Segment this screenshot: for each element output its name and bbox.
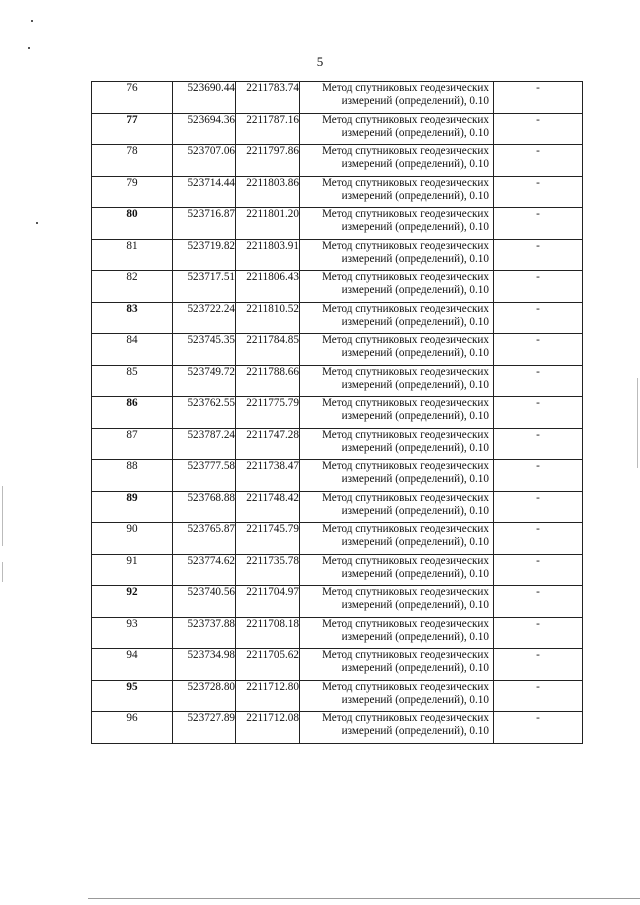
method-line-2: измерений (определений), 0.10: [341, 536, 489, 548]
method-line-1: Метод спутниковых геодезических: [321, 649, 489, 661]
method-cell: [300, 397, 494, 429]
point-number-cell: 90: [92, 523, 173, 555]
method-line-2: измерений (определений), 0.10: [341, 158, 489, 170]
point-number-cell: 85: [92, 365, 173, 397]
method-line-2: измерений (определений), 0.10: [341, 189, 489, 202]
point-number-cell: 82: [92, 271, 173, 303]
method-line-2: измерений (определений), 0.10: [341, 725, 489, 737]
dash-cell: -: [494, 460, 583, 492]
dash-cell: -: [494, 523, 583, 555]
table-row: [92, 302, 583, 334]
method-line-1: Метод спутниковых геодезических: [321, 208, 489, 220]
method-cell: [300, 586, 494, 618]
method-cell: [300, 365, 494, 397]
dash-cell: -: [494, 302, 583, 334]
dash-cell: -: [494, 271, 583, 303]
method-cell: [300, 271, 494, 303]
y-coordinate-cell: 2211738.47: [236, 460, 300, 492]
point-number-cell: 86: [92, 397, 173, 429]
method-line-2: измерений (определений), 0.10: [341, 221, 489, 233]
coordinates-table-body: [92, 82, 583, 744]
page-number: 5: [316, 54, 324, 69]
x-coordinate-cell: 523694.36: [173, 113, 236, 145]
y-coordinate-cell: 2211806.43: [236, 271, 300, 303]
y-coordinate-cell: 2211712.08: [236, 712, 300, 744]
x-coordinate-cell: 523707.06: [173, 145, 236, 177]
method-line-1: Метод спутниковых геодезических: [321, 271, 489, 283]
dash-cell: -: [494, 554, 583, 586]
table-row: [92, 82, 583, 114]
y-coordinate-cell: 2211788.66: [236, 365, 300, 397]
point-number-cell: 89: [92, 491, 173, 523]
x-coordinate-cell: 523717.51: [173, 271, 236, 303]
table-row: [92, 649, 583, 681]
method-cell: [300, 428, 494, 460]
table-row: [92, 176, 583, 208]
method-cell: [300, 113, 494, 145]
point-number-cell: 77: [92, 113, 173, 145]
method-line-2: измерений (определений), 0.10: [341, 473, 489, 485]
table-row: [92, 113, 583, 145]
method-line-1: Метод спутниковых геодезических: [321, 460, 489, 472]
point-number-cell: 96: [92, 712, 173, 744]
method-line-2: измерений (определений), 0.10: [341, 347, 489, 359]
point-number-cell: 92: [92, 586, 173, 618]
table-row: [92, 271, 583, 303]
scan-edge-line: [2, 562, 3, 582]
coordinates-table: [91, 81, 583, 744]
method-line-1: Метод спутниковых геодезических: [321, 397, 489, 409]
table-row: [92, 491, 583, 523]
table-row: [92, 712, 583, 744]
dash-cell: -: [494, 82, 583, 114]
point-number-cell: 93: [92, 617, 173, 649]
dash-cell: -: [494, 428, 583, 460]
method-line-2: измерений (определений), 0.10: [341, 378, 489, 391]
dash-cell: -: [494, 334, 583, 366]
method-line-2: измерений (определений), 0.10: [341, 252, 489, 265]
method-cell: [300, 82, 494, 114]
x-coordinate-cell: 523768.88: [173, 491, 236, 523]
method-line-1: Метод спутниковых геодезических: [321, 428, 489, 441]
y-coordinate-cell: 2211745.79: [236, 523, 300, 555]
x-coordinate-cell: 523740.56: [173, 586, 236, 618]
method-line-1: Метод спутниковых геодезических: [321, 334, 489, 346]
y-coordinate-cell: 2211783.74: [236, 82, 300, 114]
y-coordinate-cell: 2211712.80: [236, 680, 300, 712]
table-row: [92, 680, 583, 712]
method-line-2: измерений (определений), 0.10: [341, 693, 489, 706]
point-number-cell: 78: [92, 145, 173, 177]
table-row: [92, 523, 583, 555]
table-row: [92, 397, 583, 429]
point-number-cell: 79: [92, 176, 173, 208]
point-number-cell: 80: [92, 208, 173, 240]
scan-bottom-line: [88, 898, 640, 899]
scan-mark: [36, 222, 38, 224]
point-number-cell: 83: [92, 302, 173, 334]
x-coordinate-cell: 523745.35: [173, 334, 236, 366]
method-line-1: Метод спутниковых геодезических: [321, 302, 489, 315]
method-cell: [300, 208, 494, 240]
dash-cell: -: [494, 239, 583, 271]
table-row: [92, 365, 583, 397]
scan-edge-line: [637, 378, 638, 468]
table-row: [92, 460, 583, 492]
y-coordinate-cell: 2211803.86: [236, 176, 300, 208]
y-coordinate-cell: 2211784.85: [236, 334, 300, 366]
table-row: [92, 145, 583, 177]
method-line-2: измерений (определений), 0.10: [341, 567, 489, 580]
dash-cell: -: [494, 176, 583, 208]
x-coordinate-cell: 523737.88: [173, 617, 236, 649]
x-coordinate-cell: 523716.87: [173, 208, 236, 240]
method-cell: [300, 523, 494, 555]
method-cell: [300, 302, 494, 334]
point-number-cell: 84: [92, 334, 173, 366]
point-number-cell: 76: [92, 82, 173, 114]
x-coordinate-cell: 523777.58: [173, 460, 236, 492]
method-line-1: Метод спутниковых геодезических: [321, 491, 489, 504]
dash-cell: -: [494, 712, 583, 744]
method-cell: [300, 145, 494, 177]
method-line-2: измерений (определений), 0.10: [341, 441, 489, 454]
method-line-2: измерений (определений), 0.10: [341, 662, 489, 674]
method-cell: [300, 617, 494, 649]
method-cell: [300, 554, 494, 586]
dash-cell: -: [494, 397, 583, 429]
method-cell: [300, 176, 494, 208]
method-line-1: Метод спутниковых геодезических: [321, 82, 489, 94]
dash-cell: -: [494, 649, 583, 681]
y-coordinate-cell: 2211797.86: [236, 145, 300, 177]
y-coordinate-cell: 2211735.78: [236, 554, 300, 586]
dash-cell: -: [494, 113, 583, 145]
dash-cell: -: [494, 617, 583, 649]
point-number-cell: 87: [92, 428, 173, 460]
x-coordinate-cell: 523722.24: [173, 302, 236, 334]
method-line-2: измерений (определений), 0.10: [341, 126, 489, 139]
method-line-1: Метод спутниковых геодезических: [321, 239, 489, 252]
method-cell: [300, 491, 494, 523]
y-coordinate-cell: 2211748.42: [236, 491, 300, 523]
x-coordinate-cell: 523714.44: [173, 176, 236, 208]
method-line-1: Метод спутниковых геодезических: [321, 617, 489, 630]
point-number-cell: 81: [92, 239, 173, 271]
method-line-1: Метод спутниковых геодезических: [321, 145, 489, 157]
table-row: [92, 617, 583, 649]
table-row: [92, 334, 583, 366]
y-coordinate-cell: 2211747.28: [236, 428, 300, 460]
method-line-2: измерений (определений), 0.10: [341, 504, 489, 517]
method-line-1: Метод спутниковых геодезических: [321, 523, 489, 535]
y-coordinate-cell: 2211708.18: [236, 617, 300, 649]
x-coordinate-cell: 523728.80: [173, 680, 236, 712]
method-line-1: Метод спутниковых геодезических: [321, 176, 489, 189]
point-number-cell: 95: [92, 680, 173, 712]
method-cell: [300, 334, 494, 366]
x-coordinate-cell: 523774.62: [173, 554, 236, 586]
method-line-2: измерений (определений), 0.10: [341, 599, 489, 611]
method-line-2: измерений (определений), 0.10: [341, 630, 489, 643]
y-coordinate-cell: 2211810.52: [236, 302, 300, 334]
x-coordinate-cell: 523734.98: [173, 649, 236, 681]
x-coordinate-cell: 523749.72: [173, 365, 236, 397]
method-line-2: измерений (определений), 0.10: [341, 95, 489, 107]
method-line-2: измерений (определений), 0.10: [341, 410, 489, 422]
dash-cell: -: [494, 491, 583, 523]
y-coordinate-cell: 2211803.91: [236, 239, 300, 271]
method-cell: [300, 460, 494, 492]
dash-cell: -: [494, 365, 583, 397]
x-coordinate-cell: 523727.89: [173, 712, 236, 744]
y-coordinate-cell: 2211801.20: [236, 208, 300, 240]
point-number-cell: 91: [92, 554, 173, 586]
method-line-1: Метод спутниковых геодезических: [321, 680, 489, 693]
method-line-2: измерений (определений), 0.10: [341, 315, 489, 328]
y-coordinate-cell: 2211775.79: [236, 397, 300, 429]
scan-mark: [31, 20, 33, 22]
table-row: [92, 586, 583, 618]
method-cell: [300, 680, 494, 712]
table-row: [92, 239, 583, 271]
scan-edge-line: [2, 486, 3, 546]
method-cell: [300, 239, 494, 271]
x-coordinate-cell: 523690.44: [173, 82, 236, 114]
x-coordinate-cell: 523765.87: [173, 523, 236, 555]
method-line-1: Метод спутниковых геодезических: [321, 113, 489, 126]
table-row: [92, 554, 583, 586]
table-row: [92, 208, 583, 240]
method-line-1: Метод спутниковых геодезических: [321, 554, 489, 567]
method-line-1: Метод спутниковых геодезических: [321, 712, 489, 724]
dash-cell: -: [494, 208, 583, 240]
table-row: [92, 428, 583, 460]
method-cell: [300, 712, 494, 744]
point-number-cell: 88: [92, 460, 173, 492]
dash-cell: -: [494, 145, 583, 177]
dash-cell: -: [494, 586, 583, 618]
point-number-cell: 94: [92, 649, 173, 681]
method-line-2: измерений (определений), 0.10: [341, 284, 489, 296]
x-coordinate-cell: 523719.82: [173, 239, 236, 271]
method-line-1: Метод спутниковых геодезических: [321, 586, 489, 598]
x-coordinate-cell: 523787.24: [173, 428, 236, 460]
dash-cell: -: [494, 680, 583, 712]
y-coordinate-cell: 2211787.16: [236, 113, 300, 145]
x-coordinate-cell: 523762.55: [173, 397, 236, 429]
method-line-1: Метод спутниковых геодезических: [321, 365, 489, 378]
scan-mark: [28, 47, 30, 49]
method-cell: [300, 649, 494, 681]
y-coordinate-cell: 2211705.62: [236, 649, 300, 681]
y-coordinate-cell: 2211704.97: [236, 586, 300, 618]
